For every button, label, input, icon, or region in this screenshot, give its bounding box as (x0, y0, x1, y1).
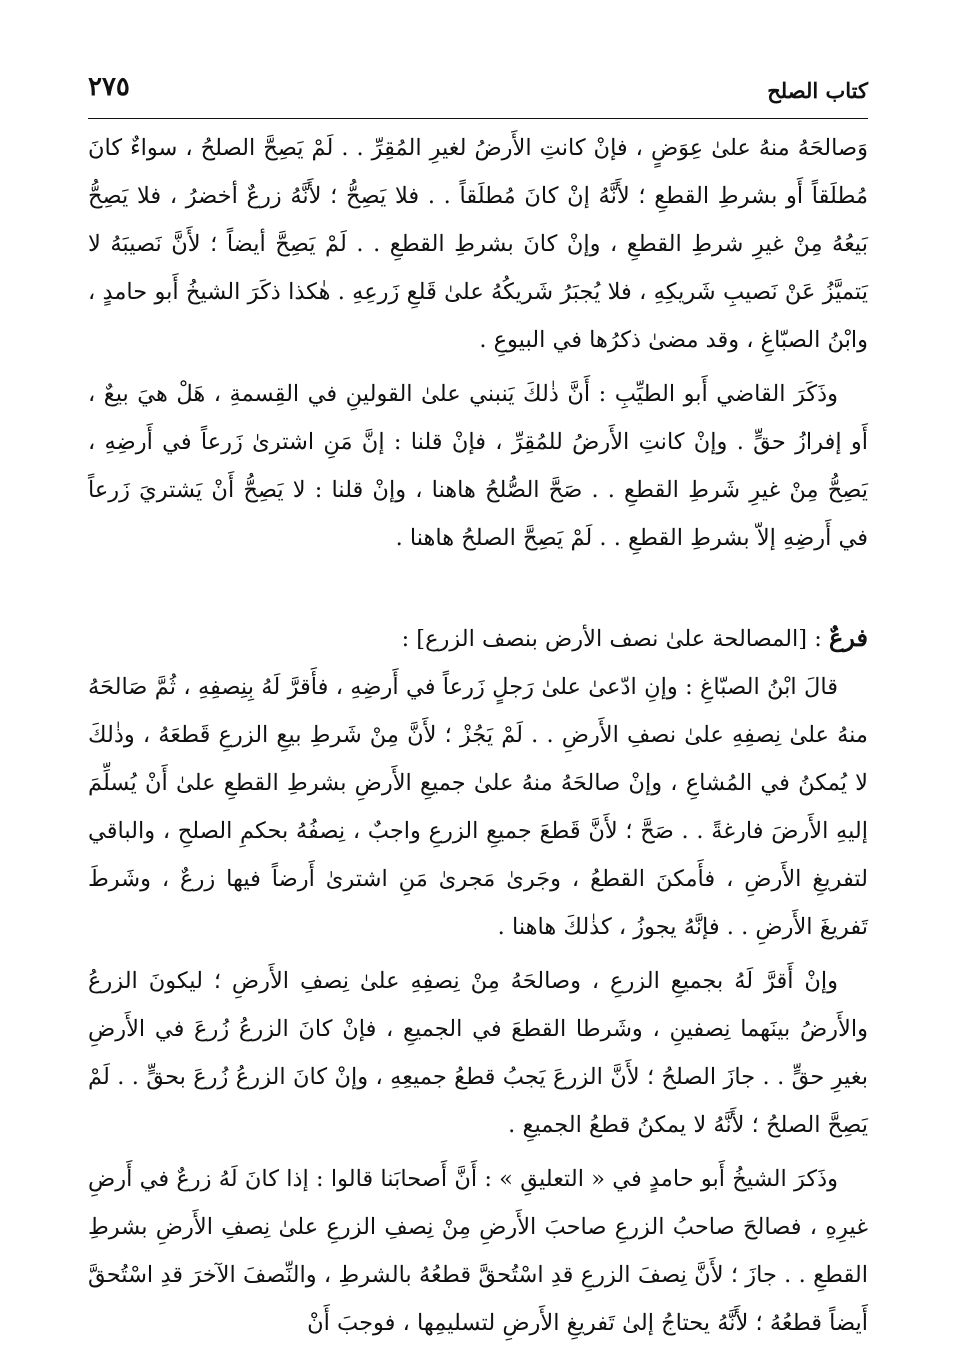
page-body (88, 124, 868, 1347)
branch-label: فرعٌ (828, 623, 868, 652)
running-title: كتاب الصلح (767, 78, 868, 103)
paragraph: وإنْ أَقرَّ لَهُ بجميعِ الزرعِ ، وصالحَهُ مِنْ نِصفِهِ علىٰ نِصفِ الأَرضِ ؛ ليكونَ الزرعُ والأَرضُ بينَهما نِصفينِ ، وشَرطا القطعَ في الجميعِ ، فإنْ كانَ الزرعُ زُرعَ في الأَرضِ بغيرِ حقٍّ . . جازَ الصلحُ ؛ لأَنَّ الزرعَ يَجبُ قطعُ جميعِهِ ، وإنْ كانَ الزرعُ زُرعَ بحقٍّ . . لَمْ يَصِحَّ الصلحُ ؛ لأَنَّهُ لا يمكنُ قطعُ الجميعِ . (88, 968, 868, 1138)
paragraph: قالَ ابْنُ الصبّاغِ : وإنِ ادّعىٰ علىٰ رَجلٍ زَرعاً في أَرضِهِ ، فأَقرَّ لَهُ بِنِصفِهِ ، ثُمَّ صَالحَهُ منهُ علىٰ نِصفِهِ علىٰ نصفِ الأَرضِ . . لَمْ يَجُزْ ؛ لأَنَّ مِنْ شَرطِ بيعِ الزرعِ قَطعَهُ ، وذٰلكَ لا يُمكنُ في المُشاعِ ، وإنْ صالحَهُ منهُ علىٰ جميعِ الأَرضِ بشرطِ القطعِ علىٰ أَنْ يُسلِّمَ إليهِ الأَرضَ فارغةً . . صَحَّ ؛ لأَنَّ قَطعَ جميعِ الزرعِ واجبٌ ، نِصفُهُ بحكمِ الصلحِ ، والباقي لتفريغِ الأَرضِ ، فأَمكنَ القطعُ ، وجَرىٰ مَجرىٰ مَنِ اشترىٰ أَرضاً فيها زرعٌ ، وشَرطَ تَفريغَ الأَرضِ . . فإنَّهُ يجوزُ ، كذٰلكَ هاهنا . (88, 674, 868, 940)
branch-heading (88, 614, 868, 663)
header-divider (88, 118, 868, 119)
page-number: ٢٧٥ (88, 72, 130, 102)
paragraph: وذَكَرَ القاضي أَبو الطيِّبِ : أَنَّ ذٰلكَ يَنبني علىٰ القولينِ في القِسمةِ ، هَلْ هيَ بيعٌ ، أَو إفرازُ حقٍّ . وإنْ كانتِ الأَرضُ للمُقِرِّ ، فإنْ قلنا : إنَّ مَنِ اشترىٰ زَرعاً في أَرضِهِ ، يَصِحُّ مِنْ غيرِ شَرطِ القطعِ . . صَحَّ الصُّلحُ هاهنا ، وإنْ قلنا : لا يَصِحُّ أَنْ يَشتريَ زَرعاً في أَرضِهِ إلاّ بشرطِ القطعِ . . لَمْ يَصِحَّ الصلحُ هاهنا . (88, 381, 868, 551)
paragraph: وذَكرَ الشيخُ أَبو حامدٍ في « التعليقِ » : أَنَّ أَصحابَنا قالوا : إذا كانَ لَهُ زرعٌ في أَرضِ غيرِهِ ، فصالحَ صاحبُ الزرعِ صاحبَ الأَرضِ مِنْ نِصفِ الزرعِ علىٰ نِصفِ الأَرضِ بشرطِ القطعِ . . جازَ ؛ لأَنَّ نِصفَ الزرعِ قدِ اسْتُحقَّ قطعُهُ بالشرطِ ، والنِّصفَ الآخرَ قدِ اسْتُحقَّ أَيضاً قطعُهُ ؛ لأَنَّهُ يحتاجُ إلىٰ تَفريغِ الأَرضِ لتسليمِها ، فوجبَ أَنْ (88, 1166, 868, 1336)
paragraph: وَصالحَهُ منهُ علىٰ عِوَضٍ ، فإنْ كانتِ الأَرضُ لغيرِ المُقِرِّ . . لَمْ يَصِحَّ الصلحُ ، سواءٌ كانَ مُطلَقاً أَو بشرطِ القطعِ ؛ لأَنَّهُ إنْ كانَ مُطلَقاً . . فلا يَصِحُّ ؛ لأَنَّهُ زرعٌ أخضرُ ، فلا يَصِحُّ بَيعُهُ مِنْ غيرِ شرطِ القطعِ ، وإنْ كانَ بشرطِ القطعِ . . لَمْ يَصِحَّ أيضاً ؛ لأَنَّ نَصيبَهُ لا يَتميَّزُ عَنْ نَصيبِ شَريكِهِ ، فلا يُجبَرُ شَريكُهُ علىٰ قَلعِ زَرعِهِ . هٰكذا ذكَرَ الشيخُ أَبو حامدٍ ، وابْنُ الصبّاغِ ، وقد مضىٰ ذكرُها في البيوعِ . (88, 135, 868, 353)
page-header (88, 72, 868, 118)
branch-title: : [المصالحة علىٰ نصف الأرض بنصف الزرع] : (401, 626, 822, 652)
